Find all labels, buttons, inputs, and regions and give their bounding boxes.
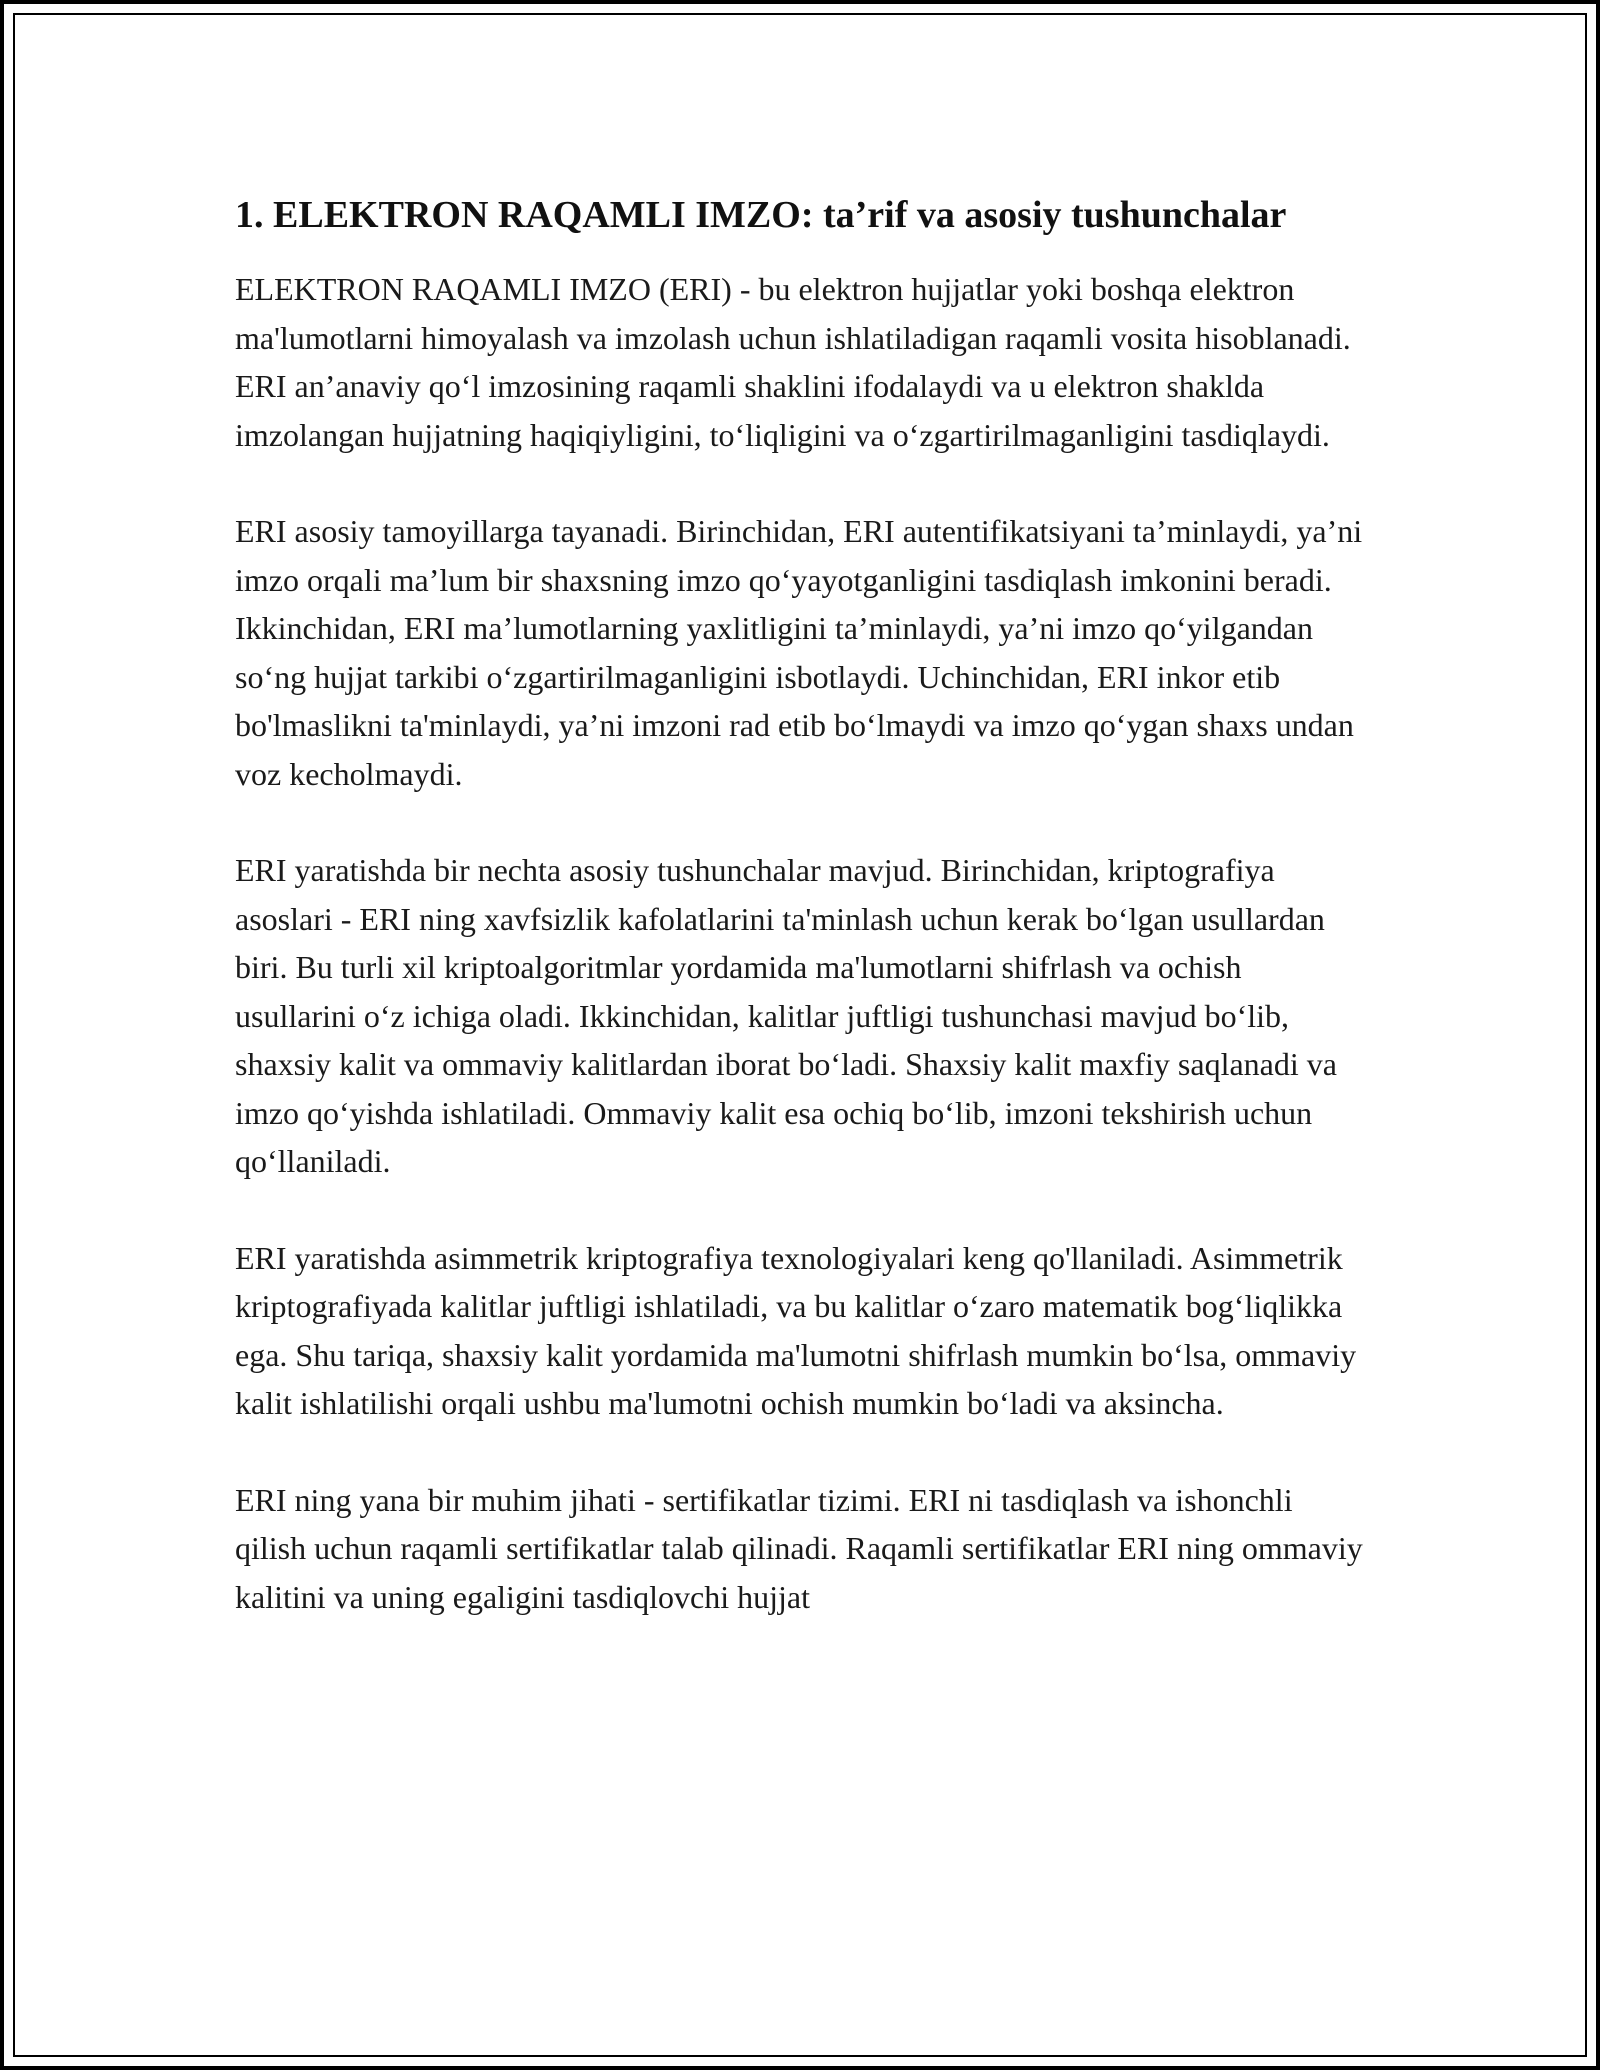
paragraph-definition: ELEKTRON RAQAMLI IMZO (ERI) - bu elektron hujjatlar yoki boshqa elektron ma'lumotlarni himoyalash va imzolash uchun ishlatiladigan raqamli vosita hisoblanadi. ERI an’anaviy qo‘l imzosining raqamli shaklini ifodalaydi va u elektron shaklda imzolangan hujjatning haqiqiyligini, to‘liqligini va o‘zgartirilmaganligini tasdiqlaydi. (235, 271, 1351, 453)
paragraph-certificates: ERI ning yana bir muhim jihati - sertifikatlar tizimi. ERI ni tasdiqlash va ishonchli qilish uchun raqamli sertifikatlar talab qilinadi. Raqamli sertifikatlar ERI ning ommaviy kalitini va uning egaligini tasdiqlovchi hujjat (235, 1481, 1363, 1615)
paragraph-asymmetric-crypto: ERI yaratishda asimmetrik kriptografiya texnologiyalari keng qo'llaniladi. Asimmetrik kriptografiyada kalitlar juftligi ishlatiladi, va bu kalitlar o‘zaro matematik bog‘liqlikka ega. Shu tariqa, shaxsiy kalit yordamida ma'lumotni shifrlash mumkin bo‘lsa, ommaviy kalit ishlatilishi orqali ushbu ma'lumotni ochish mumkin bo‘ladi va aksincha. (235, 1239, 1357, 1421)
section-heading: 1. ELEKTRON RAQAMLI IMZO: ta’rif va asosiy tushunchalar (235, 194, 1287, 236)
paragraph-concepts: ERI yaratishda bir nechta asosiy tushunchalar mavjud. Birinchidan, kriptografiya asoslari - ERI ning xavfsizlik kafolatlarini ta'minlash uchun kerak bo‘lgan usullardan biri. Bu turli xil kriptoalgoritmlar yordamida ma'lumotlarni shifrlash va ochish usullarini o‘z ichiga oladi. Ikkinchidan, kalitlar juftligi tushunchasi mavjud bo‘lib, shaxsiy kalit va ommaviy kalitlardan iborat bo‘ladi. Shaxsiy kalit maxfiy saqlanadi va imzo qo‘yishda ishlatiladi. Ommaviy kalit esa ochiq bo‘lib, imzoni tekshirish uchun qo‘llaniladi. (235, 852, 1337, 1179)
document-body (235, 188, 1370, 1669)
paragraph-principles: ERI asosiy tamoyillarga tayanadi. Birinchidan, ERI autentifikatsiyani ta’minlaydi, ya’ni imzo orqali ma’lum bir shaxsning imzo qo‘yayotganligini tasdiqlash imkonini beradi. Ikkinchidan, ERI ma’lumotlarning yaxlitligini ta’minlaydi, ya’ni imzo qo‘yilgandan so‘ng hujjat tarkibi o‘zgartirilmaganligini isbotlaydi. Uchinchidan, ERI inkor etib bo'lmaslikni ta'minlaydi, ya’ni imzoni rad etib bo‘lmaydi va imzo qo‘ygan shaxs undan voz kecholmaydi. (235, 513, 1363, 792)
